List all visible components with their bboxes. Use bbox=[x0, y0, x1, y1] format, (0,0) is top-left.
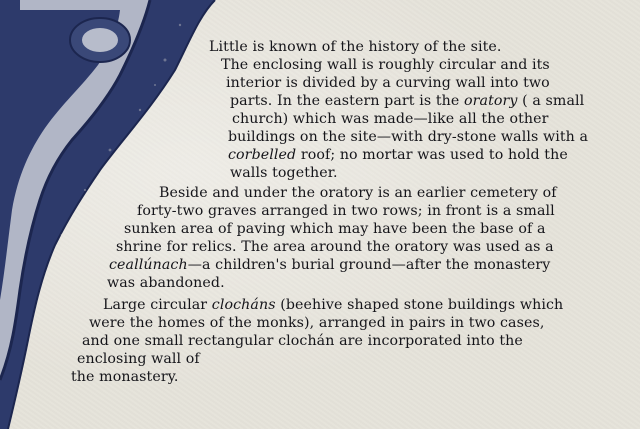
paragraph-1-line-7 bbox=[228, 146, 568, 164]
clochans-term: clocháns bbox=[211, 297, 276, 313]
paragraph-1-line-1: Little is known of the history of the site. bbox=[209, 39, 502, 55]
oratory-term: oratory bbox=[464, 93, 518, 109]
paragraph-1-line-4 bbox=[230, 92, 584, 110]
text-segment: Large circular bbox=[103, 297, 212, 313]
paragraph-3-line-1 bbox=[103, 296, 563, 314]
text-segment: roof; no mortar was used to hold the bbox=[296, 147, 568, 163]
paragraph-2-line-6: was abandoned. bbox=[107, 275, 225, 291]
paragraph-3-line-5: the monastery. bbox=[71, 369, 179, 385]
text-segment: —a children's burial ground—after the monastery bbox=[187, 257, 551, 273]
text-segment: ( a small bbox=[517, 93, 585, 109]
paragraph-3-line-2: were the homes of the monks), arranged in pairs in two cases, bbox=[89, 315, 545, 331]
paragraph-1-line-6: buildings on the site—with dry-stone walls with a bbox=[228, 129, 589, 145]
paragraph-1-line-3: interior is divided by a curving wall into two bbox=[226, 75, 550, 91]
paragraph-2-line-4: shrine for relics. The area around the oratory was used as a bbox=[116, 239, 554, 255]
paragraph-2-line-1: Beside and under the oratory is an earlier cemetery of bbox=[159, 185, 557, 201]
corbelled-term: corbelled bbox=[228, 147, 297, 163]
paragraph-1-line-5: church) which was made—like all the other bbox=[232, 111, 549, 127]
text-segment: (beehive shaped stone buildings which bbox=[275, 297, 564, 313]
paragraph-2-line-5 bbox=[109, 256, 550, 274]
paragraph-1-line-2: The enclosing wall is roughly circular and its bbox=[221, 57, 550, 73]
paragraph-3-line-4: enclosing wall of bbox=[77, 351, 200, 367]
paragraph-1-line-8: walls together. bbox=[230, 165, 338, 181]
paragraph-2-line-3: sunken area of paving which may have been the base of a bbox=[124, 221, 546, 237]
text-segment: parts. In the eastern part is the bbox=[230, 93, 464, 109]
paragraph-3-line-3: and one small rectangular clochán are incorporated into the bbox=[82, 333, 523, 349]
paragraph-2-line-2: forty-two graves arranged in two rows; in front is a small bbox=[137, 203, 555, 219]
ceallunach-term: ceallúnach bbox=[109, 257, 188, 273]
